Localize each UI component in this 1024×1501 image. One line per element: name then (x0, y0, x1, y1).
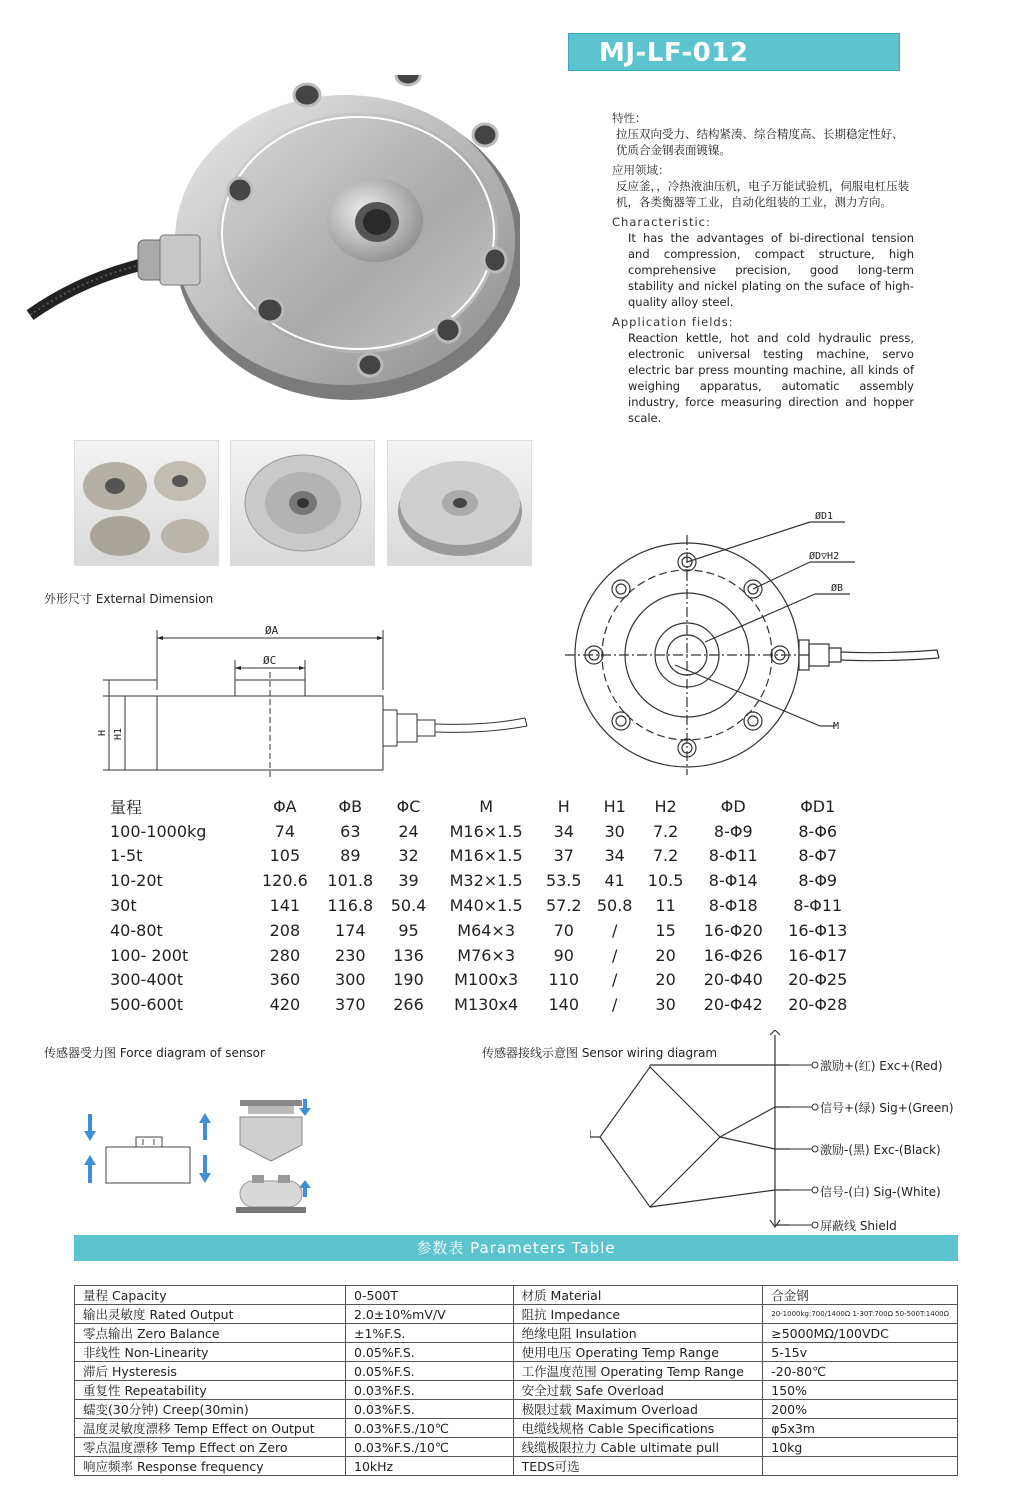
dimensions-cell: 16-Φ26 (703, 945, 763, 965)
dimensions-cell: / (611, 945, 618, 965)
dimensions-cell: 34 (604, 846, 625, 866)
wire-sig-plus: 信号+(绿) Sig+(Green) (820, 1101, 954, 1115)
parameters-cell: 合金钢 (763, 1286, 958, 1305)
features-cn-title: 特性： (612, 111, 647, 125)
dimensions-cell: 40-80t (110, 920, 163, 940)
dimensions-cell: 24 (398, 821, 419, 841)
parameters-row (75, 1438, 958, 1457)
dimensions-cell: 136 (393, 945, 424, 965)
parameters-cell: 材质 Material (513, 1286, 763, 1305)
wire-exc-minus: 激励-(黑) Exc-(Black) (820, 1143, 941, 1157)
dimensions-cell: 110 (548, 970, 580, 990)
parameters-cell: ≥5000MΩ/100VDC (763, 1324, 958, 1343)
parameters-cell: ±1%F.S. (346, 1324, 514, 1343)
dim-M: M (833, 721, 840, 732)
dimensions-cell: 300 (335, 970, 366, 990)
dimensions-cell: M100x3 (454, 970, 519, 990)
dimensions-row (100, 893, 860, 918)
wire-sig-minus: 信号-(白) Sig-(White) (820, 1185, 941, 1199)
parameters-row (75, 1362, 958, 1381)
dim-H: H (97, 729, 108, 736)
dimensions-cell: ΦC (396, 796, 421, 816)
dimensions-cell: 208 (269, 920, 301, 940)
parameters-cell: φ5x3m (763, 1419, 958, 1438)
wire-shield: 屏蔽线 Shield (820, 1219, 897, 1233)
dimensions-cell: 70 (553, 920, 574, 940)
dimensions-cell: 100- 200t (110, 945, 189, 965)
dimensions-cell: 95 (398, 920, 419, 940)
dim-phiD-H2: ØD▽H2 (809, 551, 840, 562)
dimensions-table (100, 794, 860, 1017)
dimensions-cell: 101.8 (327, 871, 374, 891)
dimensions-cell: / (611, 970, 618, 990)
dimensions-cell: 16-Φ13 (788, 920, 848, 940)
dimensions-cell: 30t (110, 896, 137, 916)
dimensions-cell: 8-Φ9 (798, 871, 838, 891)
dimensions-cell: 89 (340, 846, 361, 866)
dimensions-cell: 8-Φ6 (798, 821, 838, 841)
dimensions-cell: 174 (335, 920, 366, 940)
parameters-row (75, 1324, 958, 1343)
external-dimension-label: 外形尺寸 External Dimension (44, 592, 214, 606)
dimensions-cell: 10-20t (110, 871, 163, 891)
parameters-cell: 使用电压 Operating Temp Range (513, 1343, 763, 1362)
wiring-diagram-label: 传感器接线示意图 Sensor wiring diagram (482, 1046, 718, 1060)
dimensions-cell: 7.2 (652, 821, 679, 841)
parameters-cell: 5-15v (763, 1343, 958, 1362)
dimensions-cell: ΦA (273, 796, 297, 816)
dim-phiA: ØA (265, 624, 279, 637)
dimensions-cell: 34 (553, 821, 574, 841)
dimensions-cell: 50.4 (390, 896, 427, 916)
parameters-cell: 150% (763, 1381, 958, 1400)
parameters-cell: 0.03%F.S. (346, 1381, 514, 1400)
dimensions-cell: 230 (335, 945, 366, 965)
parameters-row (75, 1305, 958, 1324)
thumbnail-photo-1 (74, 440, 219, 566)
dimensions-cell: 8-Φ7 (798, 846, 838, 866)
parameters-cell: 绝缘电阻 Insulation (513, 1324, 763, 1343)
dimensions-row (100, 918, 860, 943)
parameters-row (75, 1400, 958, 1419)
parameters-cell: 20-1000kg:700/1400Ω 1-30T:700Ω 50-500T:1400Ω (763, 1305, 958, 1324)
dimensions-cell: 20-Φ42 (703, 995, 763, 1015)
dimensions-cell: 300-400t (110, 970, 184, 990)
top-view-drawing (565, 500, 955, 780)
features-block (612, 110, 914, 426)
dimensions-cell: 53.5 (545, 871, 582, 891)
wiring-terminals (790, 1030, 820, 1230)
parameters-cell: 重复性 Repeatability (75, 1381, 346, 1400)
dimensions-cell: ΦD1 (800, 796, 836, 816)
force-diagram-label: 传感器受力图 Force diagram of sensor (44, 1046, 265, 1060)
dimensions-cell: 8-Φ14 (708, 871, 758, 891)
dimensions-cell: 16-Φ17 (788, 945, 848, 965)
dimensions-row (100, 968, 860, 993)
dimensions-row (100, 844, 860, 869)
dimensions-cell: 8-Φ18 (708, 896, 758, 916)
parameters-cell: 非线性 Non-Linearity (75, 1343, 346, 1362)
dimensions-cell: 20 (655, 945, 676, 965)
thumbnail-photo-3 (387, 440, 532, 566)
side-view-drawing (95, 620, 545, 780)
dimensions-cell: ΦD (720, 796, 746, 816)
dim-H1: H1 (113, 727, 124, 740)
parameters-cell: 2.0±10%mV/V (346, 1305, 514, 1324)
parameters-cell: -20-80℃ (763, 1362, 958, 1381)
dimensions-cell: 280 (269, 945, 301, 965)
applications-cn-title: 应用领域： (612, 163, 670, 177)
dimensions-cell: 30 (655, 995, 676, 1015)
dim-phiB: ØB (831, 583, 844, 594)
parameters-cell: 响应频率 Response frequency (75, 1457, 346, 1476)
dimensions-cell: 7.2 (652, 846, 679, 866)
parameters-cell: 量程 Capacity (75, 1286, 346, 1305)
parameters-cell: 零点输出 Zero Balance (75, 1324, 346, 1343)
dimensions-cell: 37 (553, 846, 574, 866)
dimensions-cell: 11 (655, 896, 676, 916)
parameters-row (75, 1381, 958, 1400)
dimensions-cell: 20-Φ40 (703, 970, 763, 990)
dimensions-cell: 116.8 (327, 896, 374, 916)
parameters-cell: 0.03%F.S./10℃ (346, 1419, 514, 1438)
dimensions-header-row (100, 794, 860, 819)
dimensions-cell: 120.6 (261, 871, 308, 891)
dimensions-cell: 8-Φ11 (793, 896, 843, 916)
parameters-cell: 10kHz (346, 1457, 514, 1476)
dimensions-cell: 量程 (110, 797, 143, 817)
dimensions-cell: 140 (548, 995, 580, 1015)
characteristic-en-title: Characteristic: (612, 215, 711, 229)
parameters-cell: TEDS可选 (513, 1457, 763, 1476)
applications-en-title: Application fields: (612, 315, 734, 329)
parameters-cell: 200% (763, 1400, 958, 1419)
parameters-cell: 滞后 Hysteresis (75, 1362, 346, 1381)
dimensions-cell: 1-5t (110, 846, 143, 866)
dimensions-cell: H2 (654, 796, 677, 816)
dim-phiD1: ØD1 (815, 511, 834, 522)
dimensions-cell: 63 (340, 821, 361, 841)
dimensions-cell: 500-600t (110, 995, 184, 1015)
parameters-cell: 0.05%F.S. (346, 1362, 514, 1381)
dimensions-cell: M130x4 (454, 995, 519, 1015)
parameters-row (75, 1343, 958, 1362)
dimensions-cell: 141 (269, 896, 301, 916)
dimensions-cell: 57.2 (545, 896, 582, 916)
dimensions-cell: / (611, 920, 618, 940)
product-photo (20, 75, 520, 420)
applications-en-text: Reaction kettle, hot and cold hydraulic press, electronic universal testing machine, servo electric bar press mounting machine, all kinds of weighing apparatus, automatic assembly industry, force measuring direction and hopper scale. (628, 331, 914, 425)
dimensions-cell: 190 (393, 970, 424, 990)
parameters-cell: 线缆极限拉力 Cable ultimate pull (513, 1438, 763, 1457)
dimensions-cell: 41 (604, 871, 625, 891)
dimensions-row (100, 943, 860, 968)
parameters-cell: 零点温度漂移 Temp Effect on Zero (75, 1438, 346, 1457)
parameters-cell: 0.03%F.S. (346, 1400, 514, 1419)
parameters-table (74, 1285, 958, 1476)
dimensions-cell: 16-Φ20 (703, 920, 763, 940)
parameters-cell: 输出灵敏度 Rated Output (75, 1305, 346, 1324)
dimensions-cell: 8-Φ11 (708, 846, 758, 866)
dimensions-row (100, 868, 860, 893)
parameters-table-title: 参数表 Parameters Table (74, 1235, 958, 1261)
parameters-cell: 温度灵敏度漂移 Temp Effect on Output (75, 1419, 346, 1438)
dimensions-cell: 20-Φ25 (788, 970, 848, 990)
parameters-cell (763, 1457, 958, 1476)
model-title: MJ-LF-012 (568, 33, 900, 71)
dim-phiC: ØC (263, 654, 277, 667)
dimensions-cell: 10.5 (647, 871, 684, 891)
dimensions-cell: M40×1.5 (449, 896, 523, 916)
dimensions-row (100, 819, 860, 844)
dimensions-cell: 74 (274, 821, 296, 841)
dimensions-cell: ΦB (338, 796, 363, 816)
dimensions-cell: 30 (604, 821, 625, 841)
dimensions-cell: 20-Φ28 (788, 995, 848, 1015)
dimensions-row (100, 992, 860, 1017)
dimensions-cell: H1 (603, 796, 626, 816)
dimensions-cell: H (557, 796, 570, 816)
dimensions-cell: 39 (398, 871, 419, 891)
parameters-row (75, 1286, 958, 1305)
parameters-cell: 0.03%F.S./10℃ (346, 1438, 514, 1457)
parameters-cell: 蠕变(30分钟) Creep(30min) (75, 1400, 346, 1419)
dimensions-cell: 266 (393, 995, 424, 1015)
dimensions-cell: 32 (398, 846, 419, 866)
dimensions-cell: 105 (269, 846, 301, 866)
wiring-diagram (590, 1030, 790, 1230)
parameters-row (75, 1457, 958, 1476)
thumbnail-photo-2 (230, 440, 375, 566)
dimensions-cell: 15 (655, 920, 676, 940)
parameters-cell: 工作温度范围 Operating Temp Range (513, 1362, 763, 1381)
dimensions-cell: 420 (269, 995, 301, 1015)
dimensions-cell: 100-1000kg (110, 821, 207, 841)
dimensions-cell: 8-Φ9 (713, 821, 753, 841)
parameters-cell: 极限过载 Maximum Overload (513, 1400, 763, 1419)
features-cn-text: 拉压双向受力、结构紧凑、综合精度高、长期稳定性好、优质合金钢表面镀镍。 (616, 127, 904, 157)
parameters-cell: 10kg (763, 1438, 958, 1457)
parameters-cell: 阻抗 Impedance (513, 1305, 763, 1324)
dimensions-cell: 20 (655, 970, 676, 990)
dimensions-cell: 50.8 (596, 896, 633, 916)
parameters-cell: 0-500T (346, 1286, 514, 1305)
dimensions-cell: M16×1.5 (449, 821, 523, 841)
force-diagram (70, 1095, 330, 1220)
dimensions-cell: M (479, 796, 494, 816)
dimensions-cell: 370 (335, 995, 366, 1015)
dimensions-cell: / (611, 995, 618, 1015)
dimensions-cell: 90 (553, 945, 574, 965)
dimensions-cell: M32×1.5 (449, 871, 523, 891)
parameters-row (75, 1419, 958, 1438)
applications-cn-text: 反应釜，，冷热液油压机，电子万能试验机，伺服电杠压装机，各类衡器等工业，自动化组装的工业，测力方向。 (616, 179, 910, 209)
dimensions-cell: M64×3 (457, 920, 516, 940)
parameters-cell: 安全过载 Safe Overload (513, 1381, 763, 1400)
characteristic-en-text: It has the advantages of bi-directional tension and compression, compact structure, high comprehensive precision, good long-term stability and nickel plating on the suface of high-quality alloy steel. (628, 231, 914, 309)
dimensions-cell: M76×3 (457, 945, 516, 965)
dimensions-cell: 360 (269, 970, 301, 990)
parameters-cell: 0.05%F.S. (346, 1343, 514, 1362)
wire-exc-plus: 激励+(红) Exc+(Red) (820, 1059, 943, 1073)
parameters-cell: 电缆线规格 Cable Specifications (513, 1419, 763, 1438)
dimensions-cell: M16×1.5 (449, 846, 523, 866)
